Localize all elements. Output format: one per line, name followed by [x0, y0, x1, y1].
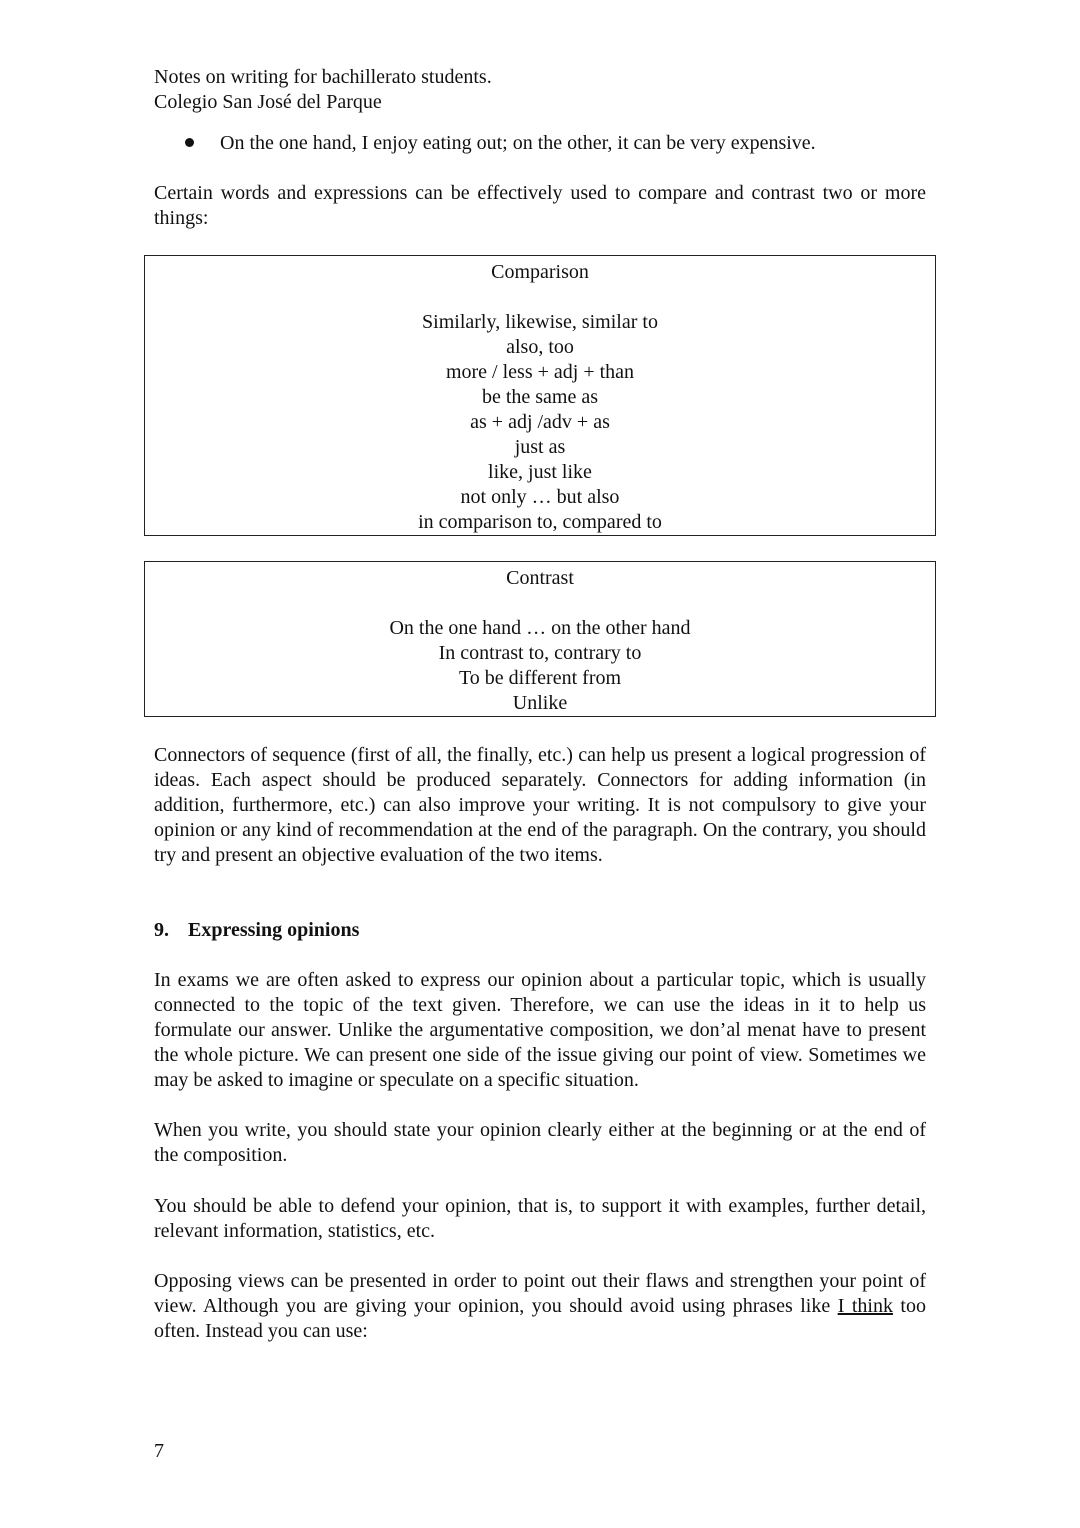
connectors-paragraph: Connectors of sequence (first of all, the finally, etc.) can help us present a logical progression of ideas. Each aspect should be produced separately. Connectors for adding information (in addition, furthermore, etc.) can also improve your writing. It is not compulsory to give your opinion or any kind of recommendation at the end of the paragraph. On the contrary, you should try and present an objective evaluation of the two items. [154, 744, 926, 866]
bullet-icon [185, 138, 194, 147]
comparison-item: like, just like [488, 461, 592, 483]
comparison-item: not only … but also [460, 486, 620, 508]
intro-paragraph: Certain words and expressions can be effectively used to compare and contrast two or more things: [154, 182, 926, 229]
comparison-list [145, 310, 935, 535]
contrast-list [145, 616, 935, 716]
section-number: 9. [154, 919, 169, 941]
header-title: Notes on writing for bachillerato students. [154, 66, 492, 88]
i-think-phrase: I think [837, 1295, 893, 1317]
opposing-paragraph [154, 1269, 926, 1344]
comparison-item: as + adj /adv + as [470, 411, 610, 433]
comparison-box [144, 255, 936, 536]
comparison-item: in comparison to, compared to [418, 511, 662, 533]
comparison-item: be the same as [481, 386, 599, 408]
comparison-item: also, too [506, 336, 574, 358]
exams-paragraph: In exams we are often asked to express our opinion about a particular topic, which is usually connected to the topic of the text given. Therefore, we can use the ideas in it to help us formulate our answer. Unlike the argumentative composition, we don’al menat have to present the whole picture. We can present one side of the issue giving our point of view. Sometimes we may be asked to imagine or speculate on a specific situation. [154, 969, 926, 1091]
when-you-write-paragraph: When you write, you should state your opinion clearly either at the beginning or at the end of the composition. [154, 1119, 926, 1166]
comparison-item: just as [514, 436, 566, 458]
comparison-title: Comparison [491, 261, 589, 283]
bullet-text: On the one hand, I enjoy eating out; on the other, it can be very expensive. [220, 132, 816, 154]
contrast-item: On the one hand … on the other hand [389, 617, 691, 639]
contrast-item: Unlike [512, 692, 568, 714]
document-header [154, 65, 492, 115]
page-number: 7 [154, 1440, 164, 1462]
section-title: Expressing opinions [188, 919, 360, 941]
contrast-title: Contrast [506, 567, 574, 589]
opposing-text: Opposing views can be presented in order to point out their flaws and strengthen your point of view. Although you are giving your opinion, you should avoid using phrases like [154, 1270, 926, 1317]
header-school: Colegio San José del Parque [154, 91, 382, 113]
contrast-box [144, 561, 936, 717]
opposing-text-end: too often. Instead you can use: [154, 1295, 926, 1342]
comparison-item: more / less + adj + than [445, 361, 635, 383]
contrast-item: To be different from [458, 667, 622, 689]
bullet-item [185, 131, 816, 156]
comparison-item: Similarly, likewise, similar to [422, 311, 658, 333]
contrast-item: In contrast to, contrary to [438, 642, 642, 664]
defend-paragraph: You should be able to defend your opinion, that is, to support it with examples, further detail, relevant information, statistics, etc. [154, 1195, 926, 1242]
section-heading [154, 918, 359, 943]
